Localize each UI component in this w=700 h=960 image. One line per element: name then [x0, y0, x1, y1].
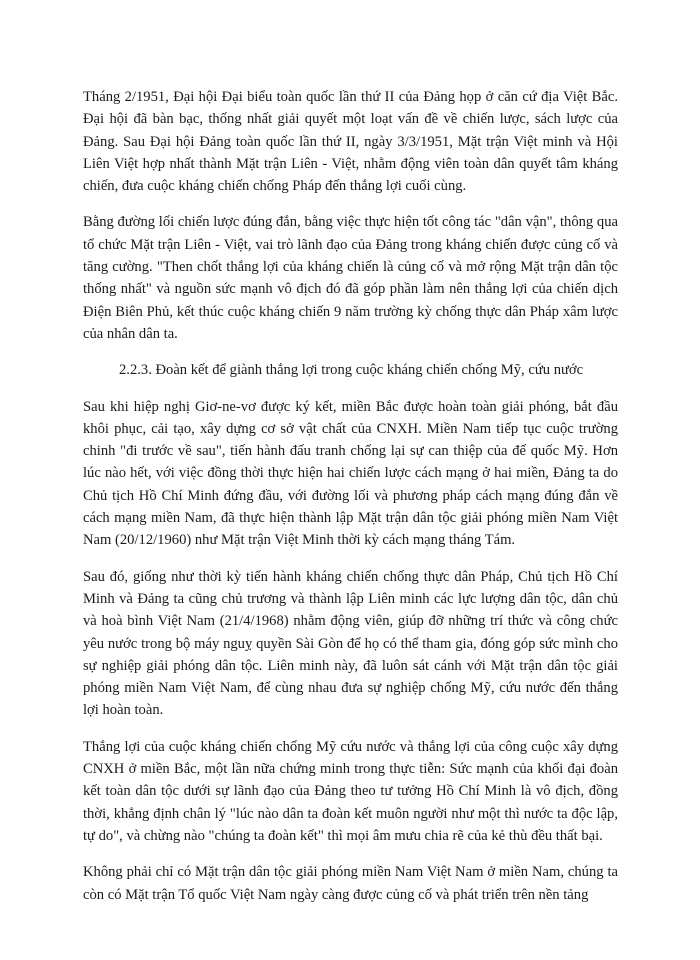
paragraph-alliance-1968: Sau đó, giống như thời kỳ tiến hành kháng chiến chống thực dân Pháp, Chủ tịch Hồ Chí Minh và Đảng ta cũng chủ trương và thành lập Liên minh các lực lượng dân tộc, dân chủ và hoà bình Việt Nam (21/4/1968) nhằm động viên, giúp đỡ những trí thức và công chức yêu nước trong bộ máy nguỵ quyền Sài Gòn để họ có thể tham gia, đóng góp sức mình cho sự nghiệp giải phóng dân tộc. Liên minh này, đã luôn sát cánh với Mặt trận dân tộc giải phóng miền Nam Việt Nam, để cùng nhau đưa sự nghiệp chống Mỹ, cứu nước đến thắng lợi hoàn toàn.	[83, 568, 618, 719]
paragraph-fatherland-front: Không phải chỉ có Mặt trận dân tộc giải phóng miền Nam Việt Nam ở miền Nam, chúng ta còn có Mặt trận Tổ quốc Việt Nam ngày càng được củng cố và phát triển trên nền tảng	[83, 864, 618, 903]
paragraph-congress-1951: Tháng 2/1951, Đại hội Đại biểu toàn quốc lần thứ II của Đảng họp ở căn cứ địa Việt Bắc. Đại hội đã bàn bạc, thống nhất giải quyết một loạt vấn đề về chiến lược, sách lược của Đảng. Sau Đại hội Đảng toàn quốc lần thứ II, ngày 3/3/1951, Mặt trận Việt minh và Hội Liên Việt hợp nhất thành Mặt trận Liên - Việt, nhằm động viên toàn dân quyết tâm kháng chiến, đưa cuộc kháng chiến chống Pháp đến thắng lợi cuối cùng.	[83, 89, 618, 195]
paragraph-geneva-agreement: Sau khi hiệp nghị Giơ-ne-vơ được ký kết, miền Bắc được hoàn toàn giải phóng, bắt đầu khôi phục, cải tạo, xây dựng cơ sở vật chất của CNXH. Miền Nam tiếp tục cuộc trường chinh "đi trước về sau", tiến hành đấu tranh chống lại sự can thiệp của đế quốc Mỹ. Hơn lúc nào hết, với việc đồng thời thực hiện hai chiến lược cách mạng ở hai miền, Đảng ta do Chủ tịch Hồ Chí Minh đứng đầu, với đường lối và phương pháp cách mạng đúng đắn về cách mạng miền Nam, đã thực hiện thành lập Mặt trận dân tộc giải phóng miền Nam Việt Nam (20/12/1960) như Mặt trận Việt Minh thời kỳ cách mạng tháng Tám.	[83, 398, 618, 549]
document-page	[83, 86, 618, 920]
section-heading: 2.2.3. Đoàn kết để giành thắng lợi trong cuộc kháng chiến chống Mỹ, cứu nước	[119, 362, 584, 379]
paragraph-victory: Thắng lợi của cuộc kháng chiến chống Mỹ cứu nước và thắng lợi của công cuộc xây dựng CNXH ở miền Bắc, một lần nữa chứng minh trong thực tiễn: Sức mạnh của khối đại đoàn kết toàn dân tộc dưới sự lãnh đạo của Đảng theo tư tưởng Hồ Chí Minh là vô địch, đồng thời, khẳng định chân lý "lúc nào dân ta đoàn kết muôn người như một thì nước ta độc lập, tự do", và chừng nào "chúng ta đoàn kết" thì mọi âm mưu chia rẽ của kẻ thù đều thất bại.	[83, 738, 618, 844]
paragraph-strategic-line: Bằng đường lối chiến lược đúng đắn, bằng việc thực hiện tốt công tác "dân vận", thông qua tổ chức Mặt trận Liên - Việt, vai trò lãnh đạo của Đảng trong kháng chiến được củng cố và tăng cường. "Then chốt thắng lợi của kháng chiến là củng cố và mở rộng Mặt trận dân tộc thống nhất" và nguồn sức mạnh vô địch đó đã góp phần làm nên thắng lợi của chiến dịch Điện Biên Phủ, kết thúc cuộc kháng chiến 9 năm trường kỳ chống thực dân Pháp xâm lược của nhân dân ta.	[83, 214, 618, 342]
